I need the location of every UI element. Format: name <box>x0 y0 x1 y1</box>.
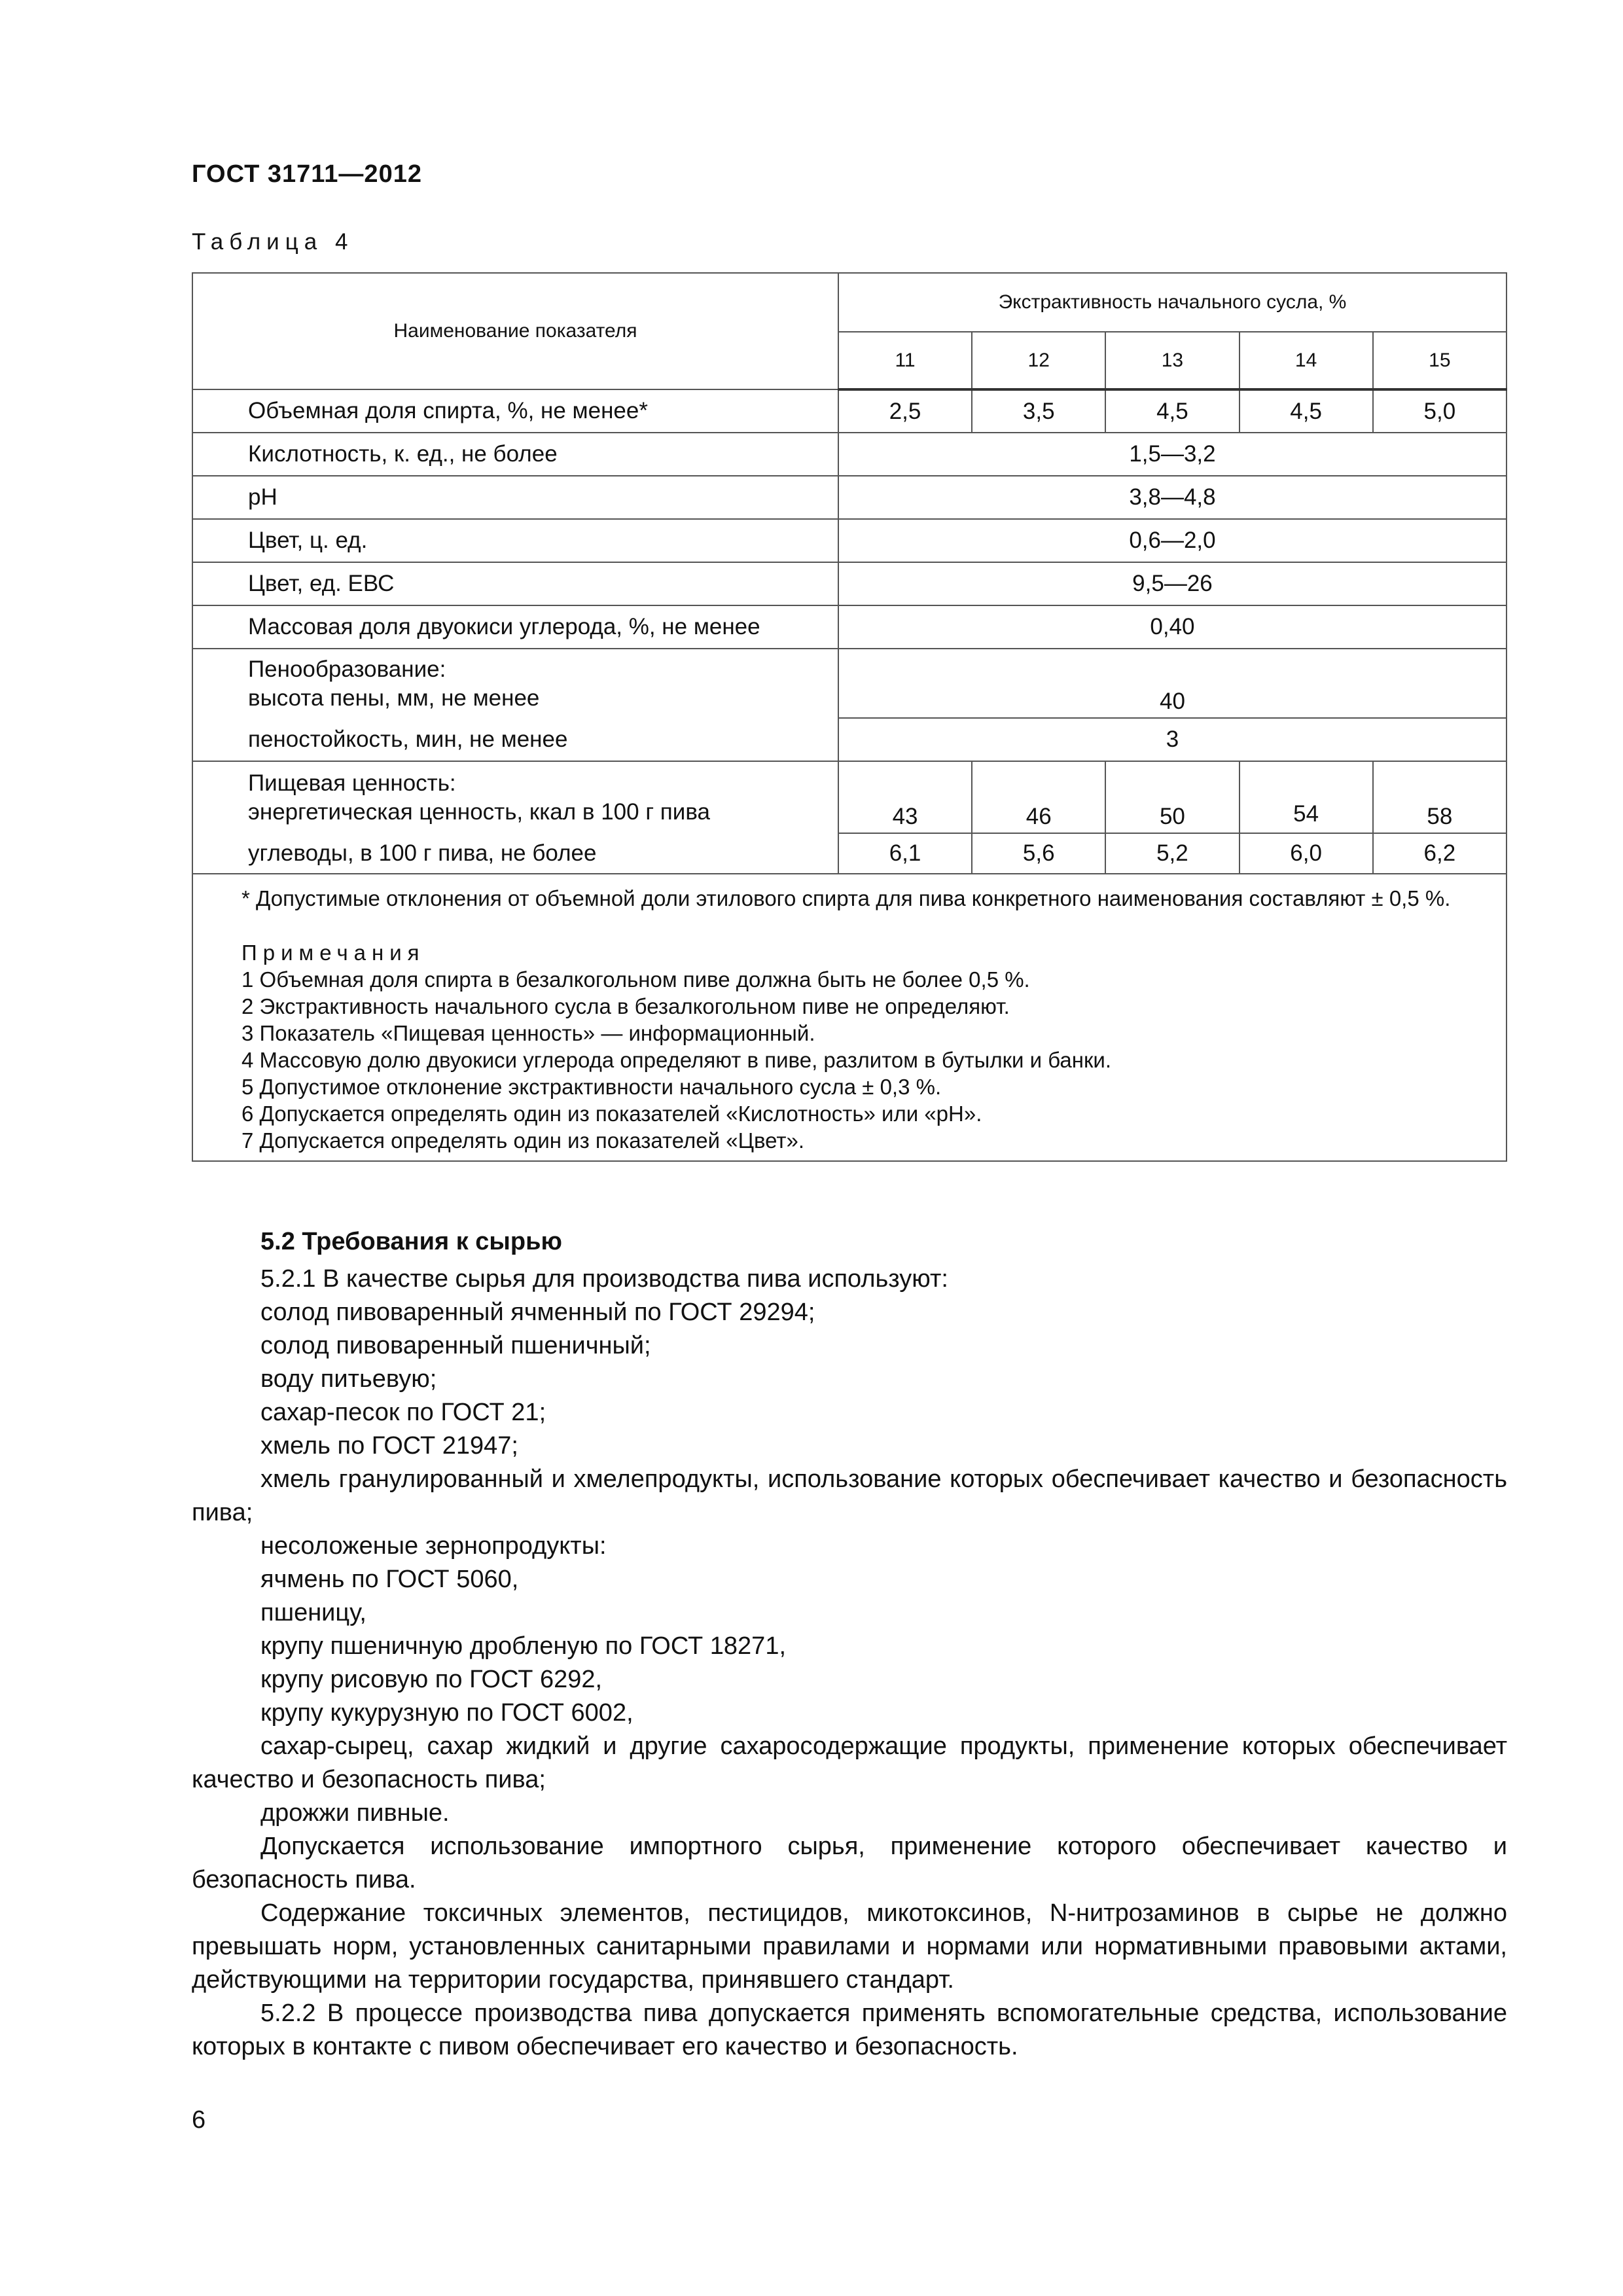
row-label: углеводы, в 100 г пива, не более <box>192 833 838 874</box>
row-label <box>192 649 838 718</box>
table-row <box>192 649 1507 718</box>
cell-value: 5,0 <box>1373 389 1507 433</box>
notes-title: Примечания <box>241 941 425 965</box>
row-label: Цвет, ед. ЕВС <box>192 562 838 605</box>
cell-value: 6,2 <box>1373 833 1507 874</box>
list-item: крупу рисовую по ГОСТ 6292, <box>260 1666 603 1693</box>
table-row <box>192 833 1507 874</box>
section-title: 5.2 Требования к сырью <box>260 1228 562 1255</box>
cell-value: 46 <box>972 761 1105 833</box>
table-row <box>192 519 1507 562</box>
section-5-2 <box>192 1225 1507 2064</box>
indicators-table <box>192 272 1507 1162</box>
header-col-15: 15 <box>1373 332 1507 389</box>
row-label: Кислотность, к. ед., не более <box>192 433 838 476</box>
cell-value: 50 <box>1105 761 1239 833</box>
foam-height-label: высота пены, мм, не менее <box>248 685 540 711</box>
table-row <box>192 562 1507 605</box>
header-col-13: 13 <box>1105 332 1239 389</box>
row-label: Объемная доля спирта, %, не менее* <box>192 389 838 433</box>
list-item: солод пивоваренный пшеничный; <box>260 1332 651 1359</box>
list-item: солод пивоваренный ячменный по ГОСТ 29294; <box>260 1299 815 1326</box>
note-item: 7 Допускается определять один из показателей «Цвет». <box>241 1128 805 1153</box>
table-notes <box>192 874 1507 1161</box>
cell-value: 58 <box>1373 761 1507 833</box>
table-notes-row <box>192 874 1507 1161</box>
list-item: хмель гранулированный и хмелепродукты, использование которых обеспечивает качество и безопасность пива; <box>192 1465 1507 1526</box>
cell-value: 4,5 <box>1105 389 1239 433</box>
cell-value: 43 <box>838 761 972 833</box>
cell-value: 5,6 <box>972 833 1105 874</box>
list-item: крупу кукурузную по ГОСТ 6002, <box>260 1699 633 1727</box>
header-group: Экстрактивность начального сусла, % <box>838 273 1507 332</box>
row-label: Цвет, ц. ед. <box>192 519 838 562</box>
row-label: Массовая доля двуокиси углерода, %, не менее <box>192 605 838 649</box>
table-row <box>192 718 1507 761</box>
cell-value: 3,8—4,8 <box>838 476 1507 519</box>
paragraph: 5.2.1 В качестве сырья для производства пива используют: <box>260 1265 948 1293</box>
table-row <box>192 605 1507 649</box>
list-item: ячмень по ГОСТ 5060, <box>260 1566 519 1593</box>
cell-value: 6,1 <box>838 833 972 874</box>
list-item: несоложеные зернопродукты: <box>260 1532 607 1560</box>
nutrition-energy-label: энергетическая ценность, ккал в 100 г пива <box>248 798 710 825</box>
cell-value: 54 <box>1240 761 1373 833</box>
note-item: 3 Показатель «Пищевая ценность» — информационный. <box>241 1021 815 1045</box>
list-item: крупу пшеничную дробленую по ГОСТ 18271, <box>260 1632 787 1660</box>
row-label <box>192 761 838 833</box>
cell-value: 0,40 <box>838 605 1507 649</box>
list-item: воду питьевую; <box>260 1365 437 1393</box>
cell-value: 6,0 <box>1240 833 1373 874</box>
cell-value: 1,5—3,2 <box>838 433 1507 476</box>
cell-value: 40 <box>838 649 1507 718</box>
note-item: 2 Экстрактивность начального сусла в безалкогольном пиве не определяют. <box>241 994 1010 1018</box>
list-item: хмель по ГОСТ 21947; <box>260 1432 518 1460</box>
list-item: дрожжи пивные. <box>260 1799 450 1827</box>
table-header-row <box>192 273 1507 332</box>
table-row <box>192 476 1507 519</box>
paragraph: Допускается использование импортного сырья, применение которого обеспечивает качество и безопасность пива. <box>192 1833 1507 1893</box>
table-row <box>192 389 1507 433</box>
table-footnote: * Допустимые отклонения от объемной доли этилового спирта для пива конкретного наименования составляют ± 0,5 %. <box>241 886 1451 910</box>
table-row <box>192 433 1507 476</box>
cell-value: 3 <box>838 718 1507 761</box>
cell-value: 5,2 <box>1105 833 1239 874</box>
note-item: 5 Допустимое отклонение экстрактивности начального сусла ± 0,3 %. <box>241 1075 942 1099</box>
paragraph: Содержание токсичных элементов, пестицидов, микотоксинов, N-нитрозаминов в сырье не должно превышать норм, установленных санитарными правилами и нормами или нормативными правовыми актами, действующими на территории государства, принявшего стандарт. <box>192 1899 1507 1994</box>
note-item: 6 Допускается определять один из показателей «Кислотность» или «pH». <box>241 1102 982 1126</box>
header-col-14: 14 <box>1240 332 1373 389</box>
cell-value: 3,5 <box>972 389 1105 433</box>
cell-value: 0,6—2,0 <box>838 519 1507 562</box>
document-code: ГОСТ 31711—2012 <box>192 160 422 188</box>
table-caption: Таблица 4 <box>192 229 354 255</box>
header-col-12: 12 <box>972 332 1105 389</box>
nutrition-title: Пищевая ценность: <box>248 770 456 796</box>
cell-value: 4,5 <box>1240 389 1373 433</box>
cell-value: 9,5—26 <box>838 562 1507 605</box>
page-number: 6 <box>192 2106 206 2134</box>
list-item: сахар-песок по ГОСТ 21; <box>260 1399 546 1426</box>
paragraph: 5.2.2 В процессе производства пива допускается применять вспомогательные средства, использование которых в контакте с пивом обеспечивает его качество и безопасность. <box>192 2000 1507 2060</box>
row-label: пеностойкость, мин, не менее <box>192 718 838 761</box>
list-item: пшеницу, <box>260 1599 366 1626</box>
cell-value: 2,5 <box>838 389 972 433</box>
header-name-col: Наименование показателя <box>192 273 838 389</box>
table-row <box>192 761 1507 833</box>
foam-title: Пенообразование: <box>248 656 446 682</box>
row-label: pH <box>192 476 838 519</box>
note-item: 1 Объемная доля спирта в безалкогольном пиве должна быть не более 0,5 %. <box>241 967 1030 992</box>
header-col-11: 11 <box>838 332 972 389</box>
note-item: 4 Массовую долю двуокиси углерода определяют в пиве, разлитом в бутылки и банки. <box>241 1048 1112 1072</box>
list-item: сахар-сырец, сахар жидкий и другие сахаросодержащие продукты, применение которых обеспечивает качество и безопасность пива; <box>192 1732 1507 1793</box>
